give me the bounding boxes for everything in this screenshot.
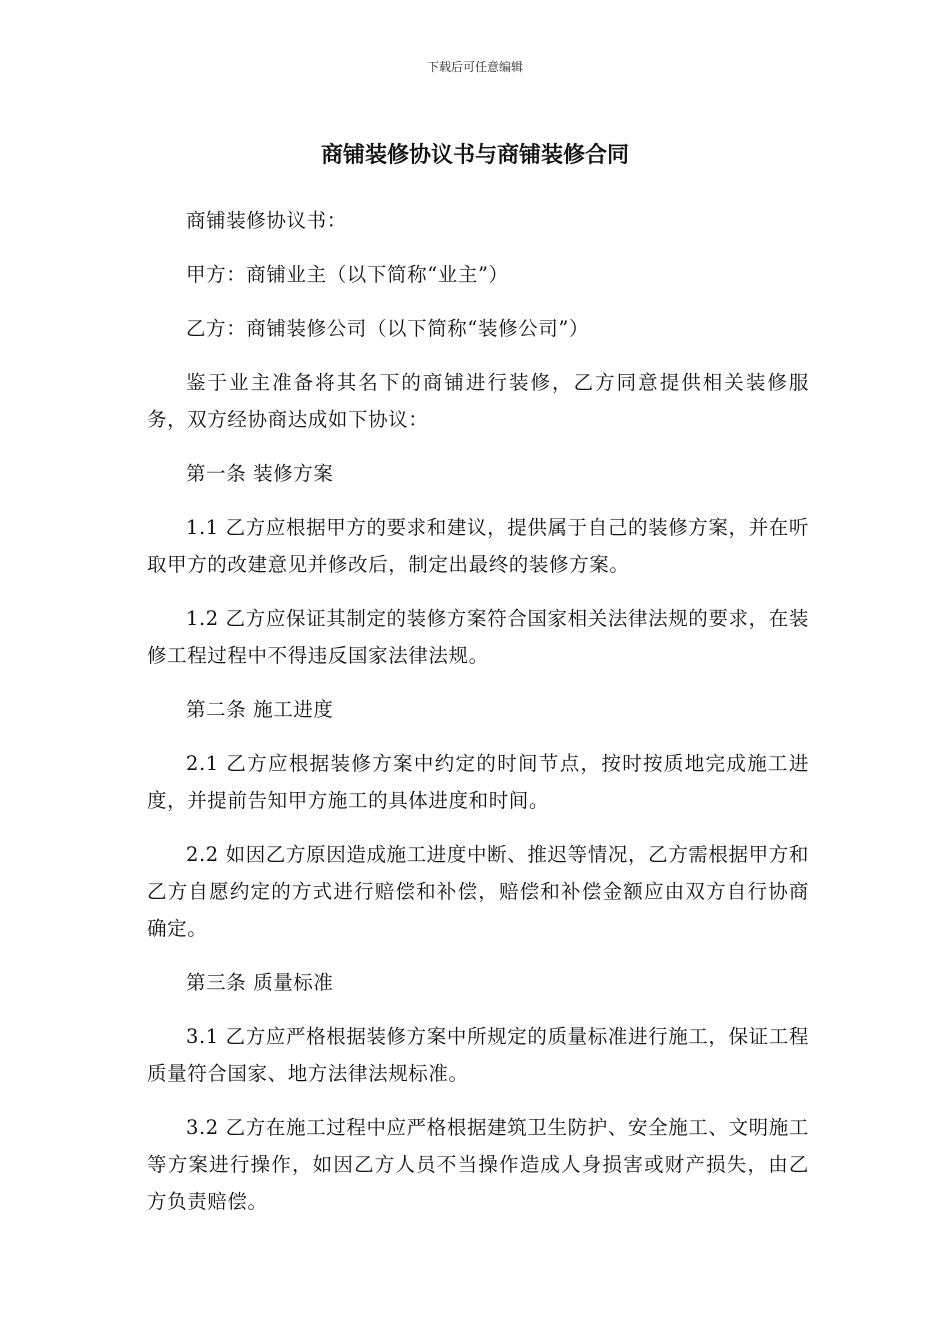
clause-3-1: 3.1 乙方应严格根据装修方案中所规定的质量标准进行施工，保证工程质量符合国家、地方法律法规标准。 (147, 1025, 809, 1085)
paragraph-party-b: 乙方：商铺装修公司（以下简称“装修公司”） (186, 317, 590, 340)
article-2-heading: 第二条 施工进度 (186, 698, 334, 721)
document-title: 商铺装修协议书与商铺装修合同 (320, 143, 629, 168)
paragraph-agreement-heading: 商铺装修协议书： (186, 209, 347, 232)
paragraph-party-a: 甲方：商铺业主（以下简称“业主”） (186, 263, 509, 286)
clause-2-1: 2.1 乙方应根据装修方案中约定的时间节点，按时按质地完成施工进度，并提前告知甲方施工的具体进度和时间。 (147, 752, 809, 812)
article-3-heading: 第三条 质量标准 (186, 971, 334, 994)
article-1-heading: 第一条 装修方案 (186, 462, 334, 485)
clause-3-2: 3.2 乙方在施工过程中应严格根据建筑卫生防护、安全施工、文明施工等方案进行操作，如因乙方人员不当操作造成人身损害或财产损失，由乙方负责赔偿。 (147, 1116, 809, 1213)
document-body (147, 202, 809, 1237)
clause-1-2: 1.2 乙方应保证其制定的装修方案符合国家相关法律法规的要求，在装修工程过程中不得违反国家法律法规。 (147, 607, 809, 667)
clause-1-1: 1.1 乙方应根据甲方的要求和建议，提供属于自己的装修方案，并在听取甲方的改建意见并修改后，制定出最终的装修方案。 (147, 516, 809, 576)
clause-2-2: 2.2 如因乙方原因造成施工进度中断、推迟等情况，乙方需根据甲方和乙方自愿约定的方式进行赔偿和补偿，赔偿和补偿金额应由双方自行协商确定。 (147, 843, 809, 940)
header-note: 下载后可任意编辑 (426, 60, 523, 74)
paragraph-preamble: 鉴于业主准备将其名下的商铺进行装修，乙方同意提供相关装修服务，双方经协商达成如下协议： (147, 371, 809, 431)
